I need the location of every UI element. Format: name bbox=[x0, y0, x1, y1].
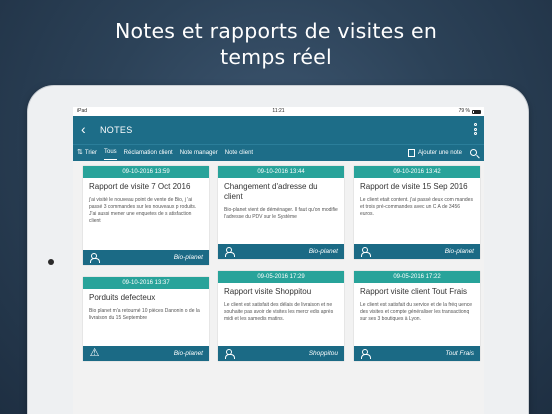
note-client: Shoppitou bbox=[308, 350, 338, 357]
note-footer bbox=[218, 346, 344, 361]
tablet-screen bbox=[73, 107, 484, 414]
note-title: Rapport de visite 15 Sep 2016 bbox=[360, 182, 468, 191]
note-body: Le client est satisfait des délais de livraison et ne souhaite pas avoir de visites les mercr edis après midi et les samedis matins. bbox=[224, 302, 334, 322]
filter-tab-client-note[interactable]: Note client bbox=[224, 150, 254, 156]
promo-headline-line1: Notes et rapports de visites en bbox=[114, 19, 438, 43]
status-battery-percent: 79 % bbox=[458, 108, 470, 114]
sort-button[interactable] bbox=[77, 145, 97, 161]
person-icon bbox=[360, 246, 371, 257]
note-date: 09-10-2016 13:42 bbox=[354, 166, 480, 178]
note-body: j'ai visité le nouveau point de vente de Bio, j 'ai passé 3 commandes sur les nouveaux p roduits. J'ai aussi mener une enquetes de s atisfaction client bbox=[89, 197, 197, 224]
note-card[interactable] bbox=[83, 166, 209, 265]
note-title: Rapport de visite 7 Oct 2016 bbox=[89, 182, 191, 191]
note-card[interactable] bbox=[218, 271, 344, 361]
status-time: 11:21 bbox=[272, 108, 285, 114]
note-date: 09-10-2016 13:44 bbox=[218, 166, 344, 178]
note-footer bbox=[83, 250, 209, 265]
nav-bar bbox=[73, 116, 484, 144]
status-device: iPad bbox=[77, 108, 88, 114]
filter-tab-client-complaint[interactable]: Réclamation client bbox=[123, 150, 173, 156]
note-date: 09-10-2016 13:37 bbox=[83, 277, 209, 289]
search-icon[interactable] bbox=[470, 149, 477, 156]
promo-headline bbox=[0, 18, 552, 70]
note-client: Bio-planet bbox=[444, 248, 474, 255]
add-note-label: Ajouter une note bbox=[417, 150, 462, 156]
sort-label: Trier bbox=[84, 150, 97, 156]
note-client: Bio-planet bbox=[173, 350, 203, 357]
note-title: Rapport visite Shoppitou bbox=[224, 287, 312, 296]
person-icon bbox=[224, 246, 235, 257]
note-footer bbox=[218, 244, 344, 259]
note-body: Bio planet m'a retourné 10 pièces Danonin o de la livraison du 15 Septembre bbox=[89, 308, 200, 321]
note-body: Le client est satisfait du service et de la fréq uence des visites et compte généraliser les transactionq sur ses 3 boutiques à Lyon. bbox=[360, 302, 473, 322]
note-title: Changement d'adresse du client bbox=[224, 182, 318, 201]
tablet-camera-dot bbox=[48, 259, 54, 265]
battery-icon bbox=[472, 110, 481, 114]
note-footer bbox=[83, 346, 209, 361]
status-bar bbox=[73, 107, 484, 116]
note-client: Bio-planet bbox=[173, 254, 203, 261]
note-body: Le client etait content. j'ai passé deux com mandes et trois pré-commandes avec un C A de 3456 euros. bbox=[360, 197, 473, 217]
note-footer bbox=[354, 346, 480, 361]
add-note-button[interactable] bbox=[408, 145, 462, 161]
person-icon bbox=[89, 252, 100, 263]
person-icon bbox=[224, 348, 235, 359]
back-chevron-icon[interactable]: ‹ bbox=[81, 121, 86, 137]
note-card[interactable] bbox=[354, 271, 480, 361]
filter-tab-manager-note[interactable]: Note manager bbox=[179, 150, 218, 156]
note-card[interactable] bbox=[83, 277, 209, 361]
promo-headline-line2: temps réel bbox=[220, 45, 332, 69]
note-title: Rapport visite client Tout Frais bbox=[360, 287, 468, 296]
note-card[interactable] bbox=[354, 166, 480, 259]
person-icon bbox=[360, 348, 371, 359]
note-card[interactable] bbox=[218, 166, 344, 259]
sort-icon: ⇅ bbox=[77, 149, 83, 156]
note-client: Bio-planet bbox=[308, 248, 338, 255]
warning-icon: ⚠ bbox=[89, 347, 100, 359]
note-client: Tout Frais bbox=[445, 350, 474, 357]
filter-tab-all[interactable]: Tous bbox=[104, 146, 117, 160]
note-title: Porduits defecteux bbox=[89, 293, 156, 302]
note-footer bbox=[354, 244, 480, 259]
note-date: 09-05-2016 17:29 bbox=[218, 271, 344, 283]
filter-toolbar bbox=[73, 144, 484, 161]
note-date: 09-10-2016 13:59 bbox=[83, 166, 209, 178]
page-title: NOTES bbox=[100, 125, 133, 135]
more-options-icon[interactable] bbox=[474, 123, 478, 137]
note-add-icon bbox=[408, 149, 415, 157]
note-body: Bio-planet vient de déménager. Il faut qu'on modifie l'adresse du PDV sur le Système bbox=[224, 207, 338, 220]
note-date: 09-05-2016 17:22 bbox=[354, 271, 480, 283]
